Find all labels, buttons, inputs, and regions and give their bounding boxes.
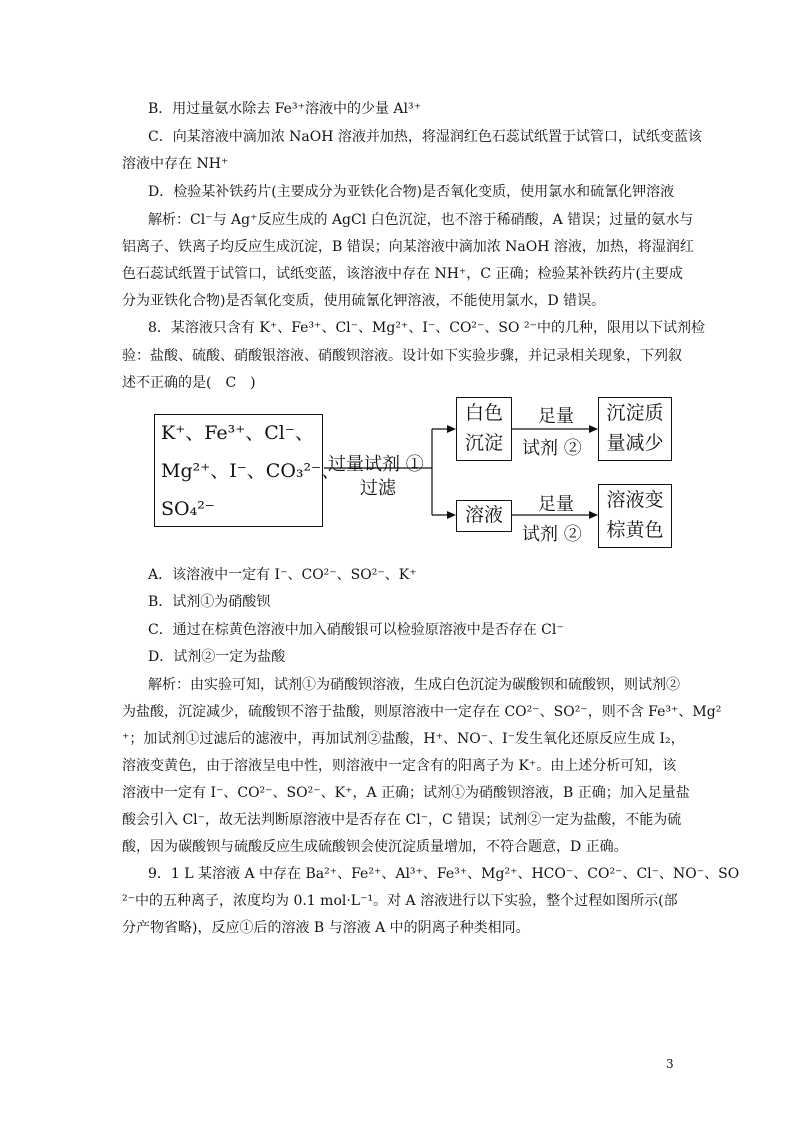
arrow-bottom-label: 足量 — [538, 494, 574, 515]
ions-row-2: Mg²⁺、I⁻、CO₃²⁻、 — [161, 460, 341, 482]
q8-option-b: B．试剂①为硝酸钡 — [148, 594, 271, 610]
white-precipitate-box — [456, 397, 512, 461]
question-8-line-3: 述不正确的是( C ) — [122, 375, 256, 391]
mass-decrease-box — [598, 397, 672, 461]
option-c-line-1: C．向某溶液中滴加浓 NaOH 溶液并加热，将湿润红色石蕊试纸置于试管口，试纸变蓝该 — [148, 129, 702, 145]
q8-analysis-7: 酸，因为碳酸钡与硫酸反应生成硫酸钡会使沉淀质量增加，不符合题意，D 正确。 — [122, 839, 628, 855]
q8-option-c: C．通过在棕黄色溶液中加入硝酸银可以检验原溶液中是否存在 Cl⁻ — [148, 622, 564, 638]
reagent-1-label: 过量试剂 ① — [328, 454, 424, 475]
q8-analysis-5: 溶液中一定有 I⁻、CO²⁻、SO²⁻、K⁺，A 正确；试剂①为硝酸钡溶液，B 正确；加入足量盐 — [122, 785, 690, 801]
analysis-line-1: 解析：Cl⁻与 Ag⁺反应生成的 AgCl 白色沉淀，也不溶于稀硝酸，A 错误；过量的氨水与 — [148, 212, 694, 228]
analysis-line-2: 铝离子、铁离子均反应生成沉淀，B 错误；向某溶液中滴加浓 NaOH 溶液，加热，将湿润红 — [122, 239, 694, 255]
question-9-line-1: 9．1 L 某溶液 A 中存在 Ba²⁺、Fe²⁺、Al³⁺、Fe³⁺、Mg²⁺、HCO⁻、CO²⁻、Cl⁻、NO⁻、SO — [148, 866, 740, 882]
precipitate-line-2: 沉淀 — [464, 432, 503, 454]
analysis-line-3: 色石蕊试纸置于试管口，试纸变蓝，该溶液中存在 NH⁺，C 正确；检验某补铁药片(主要成 — [122, 266, 683, 282]
q8-analysis-1: 解析：由实验可知，试剂①为硝酸钡溶液，生成白色沉淀为碳酸钡和硫酸钡，则试剂② — [148, 677, 680, 693]
option-c-line-2: 溶液中存在 NH⁺ — [122, 156, 229, 172]
mass-line-2: 量减少 — [606, 432, 664, 454]
question-9-line-2: ²⁻中的五种离子，浓度均为 0.1 mol·L⁻¹。对 A 溶液进行以下实验，整个过程如图所示(部 — [122, 893, 678, 909]
analysis-line-4: 分为亚铁化合物)是否氧化变质，使用硫氰化钾溶液，不能使用氯水，D 错误。 — [122, 293, 606, 309]
question-9-line-3: 分产物省略)，反应①后的溶液 B 与溶液 A 中的阴离子种类相同。 — [122, 920, 530, 936]
brown-line-2: 棕黄色 — [606, 519, 664, 541]
q8-analysis-4: 溶液变黄色，由于溶液呈电中性，则溶液中一定含有的阳离子为 K⁺。由上述分析可知，该 — [122, 758, 677, 774]
arrow-top-label: 足量 — [538, 406, 574, 427]
precipitate-line-1: 白色 — [464, 402, 503, 424]
q8-option-a: A．该溶液中一定有 I⁻、CO²⁻、SO²⁻、K⁺ — [148, 567, 417, 583]
q8-analysis-3: ⁺；加试剂①过滤后的滤液中，再加试剂②盐酸，H⁺、NO⁻、I⁻发生氧化还原反应生成 I₂， — [122, 731, 685, 747]
q8-option-d: D．试剂②一定为盐酸 — [148, 649, 286, 665]
q8-analysis-6: 酸会引入 Cl⁻，故无法判断原溶液中是否存在 Cl⁻，C 错误；试剂②一定为盐酸，不能为硫 — [122, 812, 682, 828]
ions-row-3: SO₄²⁻ — [161, 498, 215, 520]
initial-ions-box — [154, 414, 341, 527]
brown-line-1: 溶液变 — [606, 489, 664, 511]
filter-label: 过滤 — [360, 478, 396, 499]
arrow-bottom-reagent: 试剂 ② — [522, 524, 582, 545]
option-b-line: B．用过量氨水除去 Fe³⁺溶液中的少量 Al³⁺ — [148, 101, 422, 117]
option-d-line: D．检验某补铁药片(主要成分为亚铁化合物)是否氧化变质，使用氯水和硫氰化钾溶液 — [148, 184, 675, 200]
arrow-top-reagent: 试剂 ② — [522, 438, 582, 459]
question-8-line-2: 验：盐酸、硫酸、硝酸银溶液、硝酸钡溶液。设计如下实验步骤，并记录相关现象，下列叙 — [122, 348, 682, 364]
ions-row-1: K⁺、Fe³⁺、Cl⁻、 — [161, 422, 314, 444]
brown-yellow-box — [598, 484, 672, 548]
solution-box: 溶液 — [456, 500, 512, 532]
page-number: 3 — [666, 1057, 674, 1071]
mass-line-1: 沉淀质 — [606, 402, 664, 424]
question-8-line-1: 8．某溶液只含有 K⁺、Fe³⁺、Cl⁻、Mg²⁺、I⁻、CO²⁻、SO ²⁻中的几种，限用以下试剂检 — [148, 320, 705, 336]
q8-analysis-2: 为盐酸，沉淀减少，硫酸钡不溶于盐酸，则原溶液中一定存在 CO²⁻、SO²⁻，则不含 Fe³⁺、Mg² — [122, 704, 722, 720]
